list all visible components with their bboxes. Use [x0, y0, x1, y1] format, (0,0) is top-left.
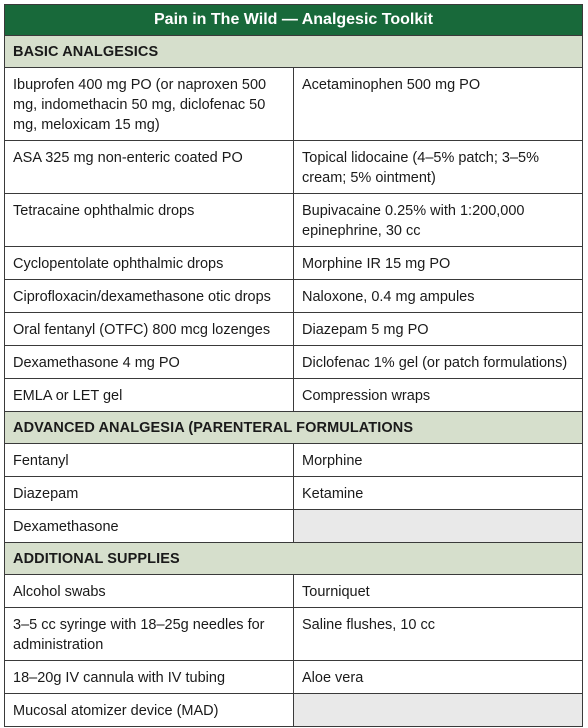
table-cell: 18–20g IV cannula with IV tubing	[5, 661, 294, 694]
table-cell: Saline flushes, 10 cc	[294, 608, 583, 661]
table-row	[5, 68, 583, 141]
table-cell: EMLA or LET gel	[5, 379, 294, 412]
table-cell: Cyclopentolate ophthalmic drops	[5, 247, 294, 280]
title-row	[5, 5, 583, 36]
table-cell: Ketamine	[294, 477, 583, 510]
table-row	[5, 346, 583, 379]
table-row	[5, 694, 583, 727]
analgesic-toolkit-table-container	[4, 4, 583, 727]
table-cell: Alcohol swabs	[5, 575, 294, 608]
empty-cell	[294, 510, 583, 543]
table-cell: Diclofenac 1% gel (or patch formulations)	[294, 346, 583, 379]
table-cell: Naloxone, 0.4 mg ampules	[294, 280, 583, 313]
table-row	[5, 280, 583, 313]
section-heading-supplies: ADDITIONAL SUPPLIES	[5, 543, 583, 575]
table-cell: Compression wraps	[294, 379, 583, 412]
table-cell: Ibuprofen 400 mg PO (or naproxen 500 mg, indomethacin 50 mg, diclofenac 50 mg, meloxicam 15 mg)	[5, 68, 294, 141]
table-row	[5, 313, 583, 346]
table-cell: Bupivacaine 0.25% with 1:200,000 epinephrine, 30 cc	[294, 194, 583, 247]
table-cell: Diazepam	[5, 477, 294, 510]
table-cell: Morphine	[294, 444, 583, 477]
table-row	[5, 575, 583, 608]
table-cell: Topical lidocaine (4–5% patch; 3–5% cream; 5% ointment)	[294, 141, 583, 194]
table-row	[5, 608, 583, 661]
table-cell: Fentanyl	[5, 444, 294, 477]
table-title: Pain in The Wild — Analgesic Toolkit	[5, 5, 583, 36]
table-row	[5, 379, 583, 412]
table-row	[5, 510, 583, 543]
table-cell: Aloe vera	[294, 661, 583, 694]
table-cell: Morphine IR 15 mg PO	[294, 247, 583, 280]
table-cell: Dexamethasone 4 mg PO	[5, 346, 294, 379]
table-cell: 3–5 cc syringe with 18–25g needles for administration	[5, 608, 294, 661]
table-row	[5, 141, 583, 194]
section-heading-basic: BASIC ANALGESICS	[5, 36, 583, 68]
table-row	[5, 444, 583, 477]
table-row	[5, 194, 583, 247]
table-row	[5, 247, 583, 280]
table-cell: ASA 325 mg non-enteric coated PO	[5, 141, 294, 194]
analgesic-toolkit-table	[4, 4, 583, 727]
section-header-row	[5, 543, 583, 575]
table-cell: Ciprofloxacin/dexamethasone otic drops	[5, 280, 294, 313]
table-cell: Acetaminophen 500 mg PO	[294, 68, 583, 141]
table-row	[5, 661, 583, 694]
table-cell: Diazepam 5 mg PO	[294, 313, 583, 346]
table-cell: Mucosal atomizer device (MAD)	[5, 694, 294, 727]
section-header-row	[5, 36, 583, 68]
empty-cell	[294, 694, 583, 727]
table-cell: Dexamethasone	[5, 510, 294, 543]
section-header-row	[5, 412, 583, 444]
table-cell: Tourniquet	[294, 575, 583, 608]
table-cell: Tetracaine ophthalmic drops	[5, 194, 294, 247]
table-row	[5, 477, 583, 510]
section-heading-advanced: ADVANCED ANALGESIA (PARENTERAL FORMULATIONS	[5, 412, 583, 444]
table-cell: Oral fentanyl (OTFC) 800 mcg lozenges	[5, 313, 294, 346]
